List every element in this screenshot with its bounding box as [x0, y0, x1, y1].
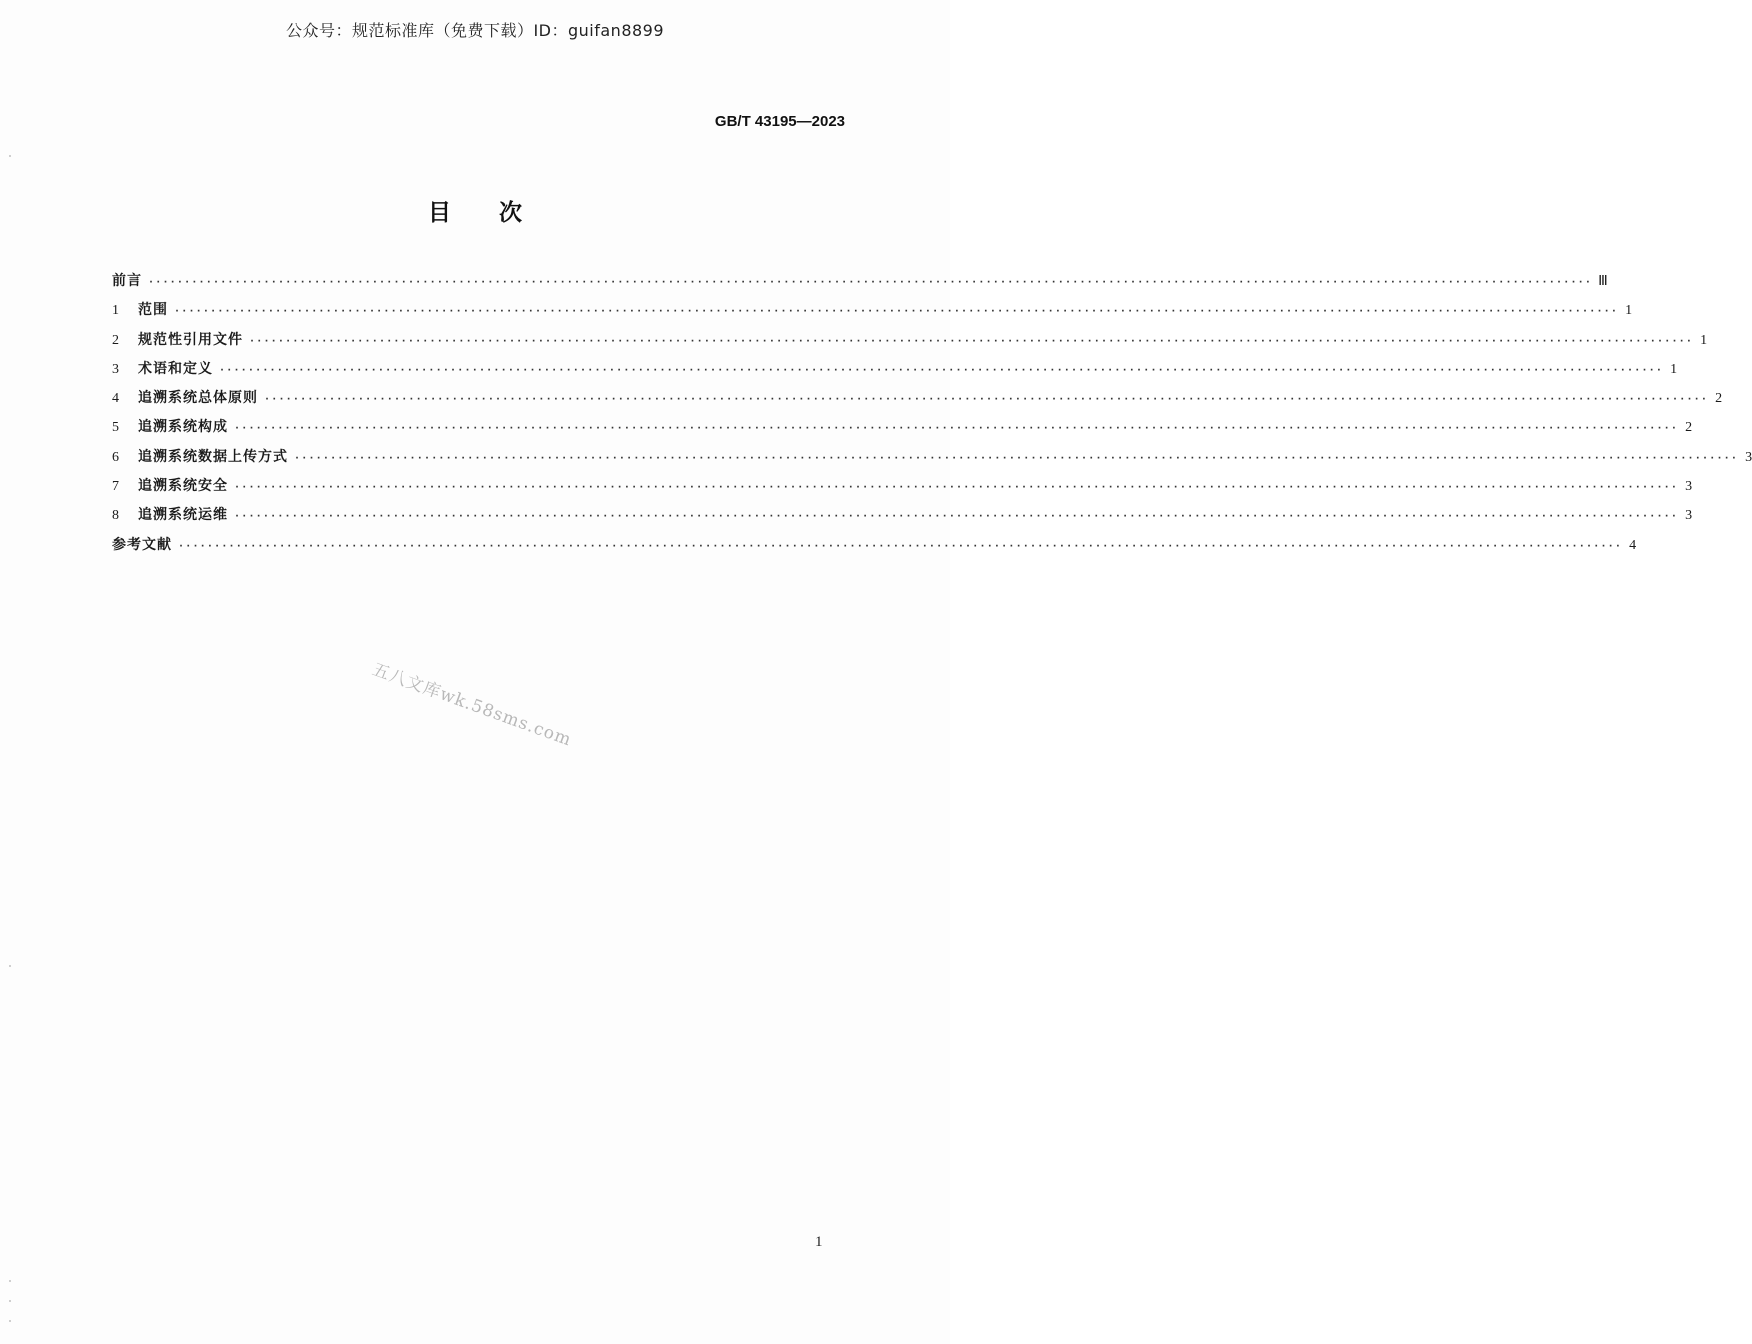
toc-entry-page: 1	[1700, 332, 1708, 348]
toc-title: 目次	[428, 200, 570, 226]
toc-entry-label: 范围	[138, 302, 168, 319]
toc-entry-page: 3	[1685, 508, 1693, 524]
toc-entry-number: 8	[112, 508, 119, 524]
header-note: 公众号：规范标准库（免费下载）ID：guifan8899	[285, 21, 665, 40]
toc-leader-dots: ········································································································································································································	[234, 482, 1679, 494]
table-of-contents	[112, 270, 1752, 563]
scan-edge-mark	[9, 965, 11, 967]
toc-entry-page: 2	[1685, 420, 1693, 436]
toc-entry-general-principles[interactable]	[112, 387, 1723, 416]
toc-entry-operation-maintenance[interactable]	[112, 504, 1693, 533]
toc-entry-terms-definitions[interactable]	[112, 358, 1678, 387]
toc-entry-label: 追溯系统构成	[138, 419, 228, 436]
scan-edge-mark	[9, 155, 11, 157]
standard-number: GB/T 43195—2023	[714, 113, 845, 130]
toc-entry-page: 3	[1685, 479, 1693, 495]
toc-entry-bibliography[interactable]	[112, 534, 1637, 563]
toc-entry-system-security[interactable]	[112, 475, 1693, 504]
toc-entry-number: 2	[112, 332, 119, 348]
toc-entry-number: 4	[112, 391, 119, 407]
toc-entry-system-composition[interactable]	[112, 416, 1693, 445]
toc-leader-dots: ········································································································································································································	[174, 306, 1619, 318]
toc-entry-number: 6	[112, 449, 119, 465]
scan-edge-mark	[9, 1300, 11, 1302]
toc-entry-foreword[interactable]	[112, 270, 1608, 299]
scan-edge-mark	[9, 1280, 11, 1282]
toc-entry-page: Ⅲ	[1598, 274, 1608, 289]
toc-leader-dots: ········································································································································································································	[219, 364, 1664, 376]
toc-entry-number: 5	[112, 420, 119, 436]
toc-entry-number: 3	[112, 361, 119, 377]
toc-leader-dots: ········································································································································································································	[148, 277, 1593, 288]
toc-entry-label: 追溯系统总体原则	[138, 390, 258, 407]
toc-leader-dots: ········································································································································································································	[178, 540, 1623, 552]
toc-entry-label: 参考文献	[112, 536, 172, 553]
toc-entry-number: 7	[112, 479, 119, 495]
toc-entry-page: 4	[1629, 537, 1637, 553]
watermark: 五八文库wk.58sms.com	[369, 659, 575, 751]
toc-leader-dots: ········································································································································································································	[234, 511, 1679, 523]
toc-entry-page: 2	[1715, 391, 1723, 407]
toc-entry-label: 规范性引用文件	[138, 331, 243, 348]
toc-entry-scope[interactable]	[112, 299, 1633, 328]
toc-entry-label: 追溯系统数据上传方式	[138, 448, 288, 465]
toc-entry-number: 1	[112, 303, 119, 319]
toc-entry-page: 1	[1670, 361, 1678, 377]
toc-entry-label: 追溯系统安全	[138, 478, 228, 495]
toc-leader-dots: ········································································································································································································	[294, 452, 1739, 464]
toc-entry-data-upload[interactable]	[112, 446, 1752, 475]
scan-edge-mark	[9, 1320, 11, 1322]
toc-entry-label: 前言	[112, 273, 142, 289]
toc-entry-label: 追溯系统运维	[138, 507, 228, 524]
toc-leader-dots: ········································································································································································································	[234, 423, 1679, 435]
toc-entry-label: 术语和定义	[138, 360, 213, 377]
toc-entry-page: 3	[1745, 449, 1752, 465]
page-number: 1	[815, 1234, 823, 1250]
toc-leader-dots: ········································································································································································································	[249, 335, 1694, 347]
toc-entry-normative-references[interactable]	[112, 329, 1708, 358]
toc-entry-page: 1	[1625, 303, 1633, 319]
toc-leader-dots: ········································································································································································································	[264, 394, 1709, 406]
